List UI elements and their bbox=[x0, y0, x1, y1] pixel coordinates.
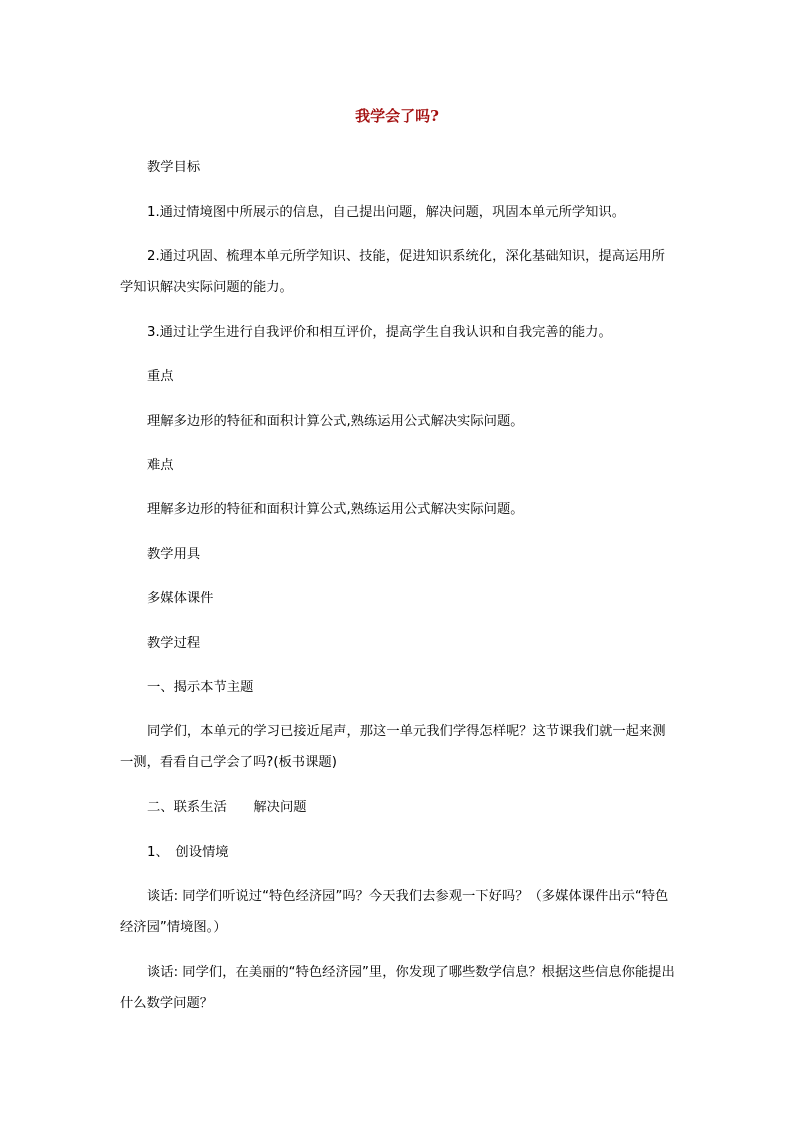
goal-item-1: 1.通过情境图中所展示的信息，自己提出问题，解决问题，巩固本单元所学知识。 bbox=[147, 205, 626, 220]
goal-item-3: 3.通过让学生进行自我评价和相互评价，提高学生自我认识和自我完善的能力。 bbox=[147, 325, 612, 340]
dialogue-1: 谈话: 同学们听说过“特色经济园”吗？今天我们去参观一下好吗？（多媒体课件出示“特色经济园”情境图。） bbox=[120, 889, 669, 935]
key-point-text: 理解多边形的特征和面积计算公式,熟练运用公式解决实际问题。 bbox=[147, 414, 524, 429]
dialogue-2: 谈话: 同学们，在美丽的“特色经济园”里，你发现了哪些数学信息？根据这些信息你能提出什么数学问题？ bbox=[120, 965, 675, 1011]
section-1-intro: 同学们，本单元的学习已接近尾声，那这一单元我们学得怎样呢？这节课我们就一起来测一测，看看自己学会了吗?(板书课题) bbox=[120, 724, 666, 770]
heading-teaching-process: 教学过程 bbox=[147, 636, 201, 651]
heading-difficulty: 难点 bbox=[147, 458, 174, 473]
heading-key-point: 重点 bbox=[147, 369, 174, 384]
document-title: 我学会了吗? bbox=[355, 107, 439, 125]
difficulty-text: 理解多边形的特征和面积计算公式,熟练运用公式解决实际问题。 bbox=[147, 502, 524, 517]
heading-teaching-goals: 教学目标 bbox=[147, 160, 201, 175]
goal-item-2: 2.通过巩固、梳理本单元所学知识、技能，促进知识系统化，深化基础知识，提高运用所学知识解决实际问题的能力。 bbox=[120, 249, 665, 295]
teaching-tools-text: 多媒体课件 bbox=[147, 591, 214, 606]
heading-teaching-tools: 教学用具 bbox=[147, 547, 201, 562]
section-1-heading: 一、揭示本节主题 bbox=[147, 680, 254, 695]
section-2-heading: 二、联系生活 解决问题 bbox=[147, 800, 307, 815]
subsection-1-heading: 1、 创设情境 bbox=[147, 845, 229, 860]
